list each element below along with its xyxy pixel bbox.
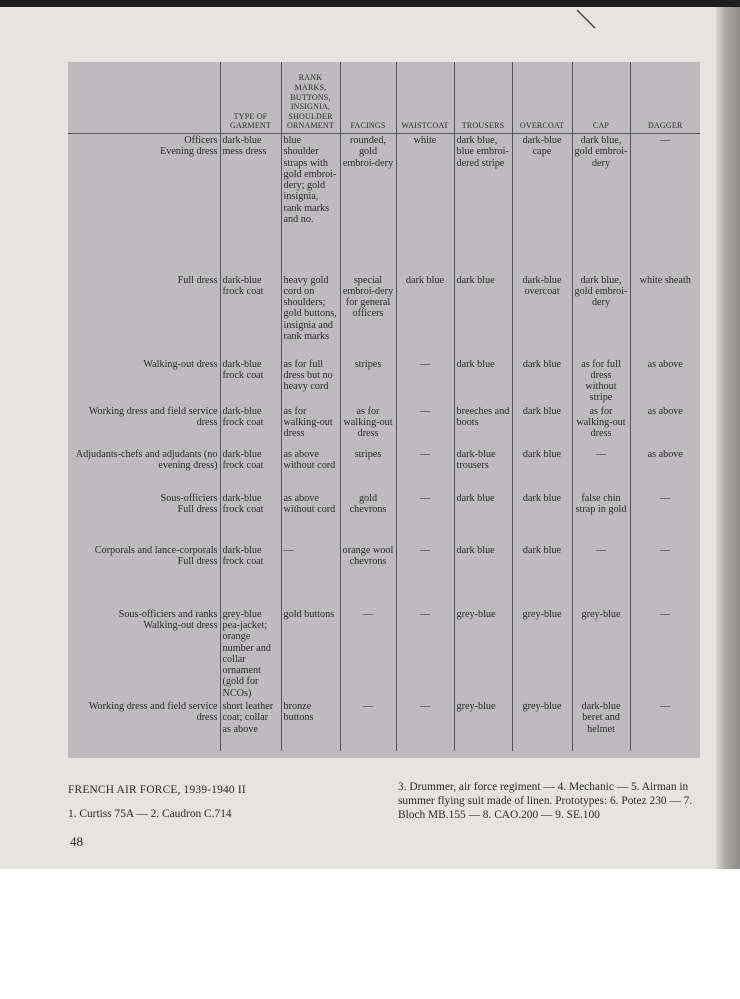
- table-header-row: [68, 62, 700, 134]
- cell-trousers: dark-blue trousers: [454, 448, 512, 492]
- header-waistcoat: WAISTCOAT: [396, 62, 454, 134]
- garment-label: Walking-out dress: [143, 619, 218, 631]
- cell-trousers: grey-blue: [454, 608, 512, 700]
- row-label: [68, 405, 220, 448]
- cell-facings: special embroi-dery for general officers: [340, 274, 396, 358]
- cell-rank: heavy gold cord on shoulders; gold buttons, insignia and rank marks: [281, 274, 340, 358]
- section-heading: Sous-officiers and ranks: [118, 608, 218, 620]
- cell-waistcoat: —: [396, 448, 454, 492]
- cell-facings: orange wool chevrons: [340, 544, 396, 608]
- table-row: [68, 274, 700, 358]
- row-label: [68, 544, 220, 608]
- garment-label: Working dress and field service dress: [88, 405, 218, 428]
- cell-rank: as above without cord: [281, 448, 340, 492]
- cell-type: short leather coat; collar as above: [220, 700, 281, 751]
- cell-rank: as for walking-out dress: [281, 405, 340, 448]
- cell-waistcoat: —: [396, 544, 454, 608]
- cell-waistcoat: —: [396, 405, 454, 448]
- cell-waistcoat: white: [396, 134, 454, 274]
- cell-type: dark-blue frock coat: [220, 544, 281, 608]
- cell-dagger: white sheath: [630, 274, 700, 358]
- cell-waistcoat: dark blue: [396, 274, 454, 358]
- cell-cap: dark blue, gold embroi-dery: [572, 134, 630, 274]
- cell-type: dark-blue frock coat: [220, 358, 281, 405]
- header-dagger: DAGGER: [630, 62, 700, 134]
- cell-cap: grey-blue: [572, 608, 630, 700]
- cell-dagger: —: [630, 700, 700, 751]
- cell-overcoat: dark blue: [512, 492, 572, 544]
- row-label: [68, 358, 220, 405]
- caption-title: FRENCH AIR FORCE, 1939-1940 II: [68, 784, 246, 796]
- cell-overcoat: dark blue: [512, 405, 572, 448]
- caption-items-right: 3. Drummer, air force regiment — 4. Mechanic — 5. Airman in summer flying suit made of linen. Prototypes: 6. Potez 230 — 7. Bloch MB.155 — 8. CAO.200 — 9. SE.100: [398, 781, 693, 821]
- cell-rank: bronze buttons: [281, 700, 340, 751]
- section-heading: Corporals and lance-corporals: [94, 544, 218, 556]
- garment-label: Full dress: [177, 274, 218, 286]
- cell-overcoat: dark-blue cape: [512, 134, 572, 274]
- header-overcoat: OVERCOAT: [512, 62, 572, 134]
- cell-cap: false chin strap in gold: [572, 492, 630, 544]
- table-row: [68, 544, 700, 608]
- cell-overcoat: dark blue: [512, 448, 572, 492]
- cell-dagger: —: [630, 608, 700, 700]
- header-trousers: TROUSERS: [454, 62, 512, 134]
- cell-cap: as for walking-out dress: [572, 405, 630, 448]
- row-label: [68, 274, 220, 358]
- table-row: [68, 358, 700, 405]
- table-row: [68, 608, 700, 700]
- cell-trousers: breeches and boots: [454, 405, 512, 448]
- cell-waistcoat: —: [396, 700, 454, 751]
- table-row: [68, 492, 700, 544]
- cell-dagger: —: [630, 492, 700, 544]
- cell-facings: —: [340, 608, 396, 700]
- cell-facings: stripes: [340, 448, 396, 492]
- section-heading: Officers: [184, 135, 218, 146]
- cell-rank: gold buttons: [281, 608, 340, 700]
- cell-overcoat: dark blue: [512, 358, 572, 405]
- cell-type: dark-blue frock coat: [220, 448, 281, 492]
- cell-facings: stripes: [340, 358, 396, 405]
- cell-facings: as for walking-out dress: [340, 405, 396, 448]
- caption-items-left: 1. Curtiss 75A — 2. Caudron C.714: [68, 808, 232, 820]
- header-type: TYPE OF GARMENT: [220, 62, 281, 134]
- cell-cap: dark blue, gold embroi-dery: [572, 274, 630, 358]
- cell-waistcoat: —: [396, 608, 454, 700]
- cell-cap: —: [572, 544, 630, 608]
- header-cap: CAP: [572, 62, 630, 134]
- cell-type: dark-blue frock coat: [220, 405, 281, 448]
- cell-dagger: —: [630, 544, 700, 608]
- garment-label: Full dress: [177, 503, 218, 515]
- table-row: [68, 448, 700, 492]
- cell-overcoat: grey-blue: [512, 700, 572, 751]
- garment-label: Full dress: [177, 555, 218, 567]
- cell-dagger: —: [630, 134, 700, 274]
- scan-top-border: [0, 0, 740, 7]
- cell-trousers: dark blue: [454, 274, 512, 358]
- header-facings: FACINGS: [340, 62, 396, 134]
- header-rank: RANK MARKS, BUTTONS, INSIGNIA, SHOULDER ORNAMENT: [281, 62, 340, 134]
- cell-overcoat: grey-blue: [512, 608, 572, 700]
- header-label: [68, 62, 220, 134]
- cell-type: grey-blue pea-jacket; orange number and collar ornament (gold for NCOs): [220, 608, 281, 700]
- page-edge-shadow: [716, 7, 740, 869]
- cell-type: dark-blue mess dress: [220, 134, 281, 274]
- cell-trousers: dark blue: [454, 358, 512, 405]
- cell-trousers: dark blue, blue embroi-dered stripe: [454, 134, 512, 274]
- row-label: [68, 608, 220, 700]
- cell-rank: as for full dress but no heavy cord: [281, 358, 340, 405]
- table-row: [68, 134, 700, 274]
- uniform-table: [68, 62, 700, 751]
- garment-label: Working dress and field service dress: [88, 701, 218, 724]
- cell-waistcoat: —: [396, 492, 454, 544]
- pencil-mark-icon: [573, 8, 599, 30]
- cell-trousers: grey-blue: [454, 700, 512, 751]
- section-heading: Sous-officiers: [160, 492, 218, 504]
- row-label: [68, 448, 220, 492]
- cell-facings: —: [340, 700, 396, 751]
- cell-facings: rounded, gold embroi-dery: [340, 134, 396, 274]
- cell-overcoat: dark-blue overcoat: [512, 274, 572, 358]
- table-body: [68, 134, 700, 752]
- cell-type: dark-blue frock coat: [220, 492, 281, 544]
- garment-label: Walking-out dress: [143, 358, 218, 370]
- cell-dagger: as above: [630, 405, 700, 448]
- cell-rank: blue shoulder straps with gold embroi-dery; gold insignia, rank marks and no.: [281, 134, 340, 274]
- cell-dagger: as above: [630, 358, 700, 405]
- cell-type: dark-blue frock coat: [220, 274, 281, 358]
- row-label: [68, 492, 220, 544]
- page-number: 48: [70, 834, 83, 849]
- cell-rank: —: [281, 544, 340, 608]
- cell-cap: —: [572, 448, 630, 492]
- cell-overcoat: dark blue: [512, 544, 572, 608]
- garment-label: Adjudants-chefs and adjudants (no evening dress): [75, 448, 218, 471]
- cell-rank: as above without cord: [281, 492, 340, 544]
- cell-cap: as for full dress without stripe: [572, 358, 630, 405]
- table-row: [68, 700, 700, 751]
- garment-label: Evening dress: [160, 146, 218, 158]
- cell-cap: dark-blue beret and helmet: [572, 700, 630, 751]
- row-label: [68, 700, 220, 751]
- cell-trousers: dark blue: [454, 544, 512, 608]
- cell-trousers: dark blue: [454, 492, 512, 544]
- row-label: [68, 134, 220, 274]
- table-row: [68, 405, 700, 448]
- uniform-table-panel: [68, 62, 700, 758]
- cell-waistcoat: —: [396, 358, 454, 405]
- cell-facings: gold chevrons: [340, 492, 396, 544]
- cell-dagger: as above: [630, 448, 700, 492]
